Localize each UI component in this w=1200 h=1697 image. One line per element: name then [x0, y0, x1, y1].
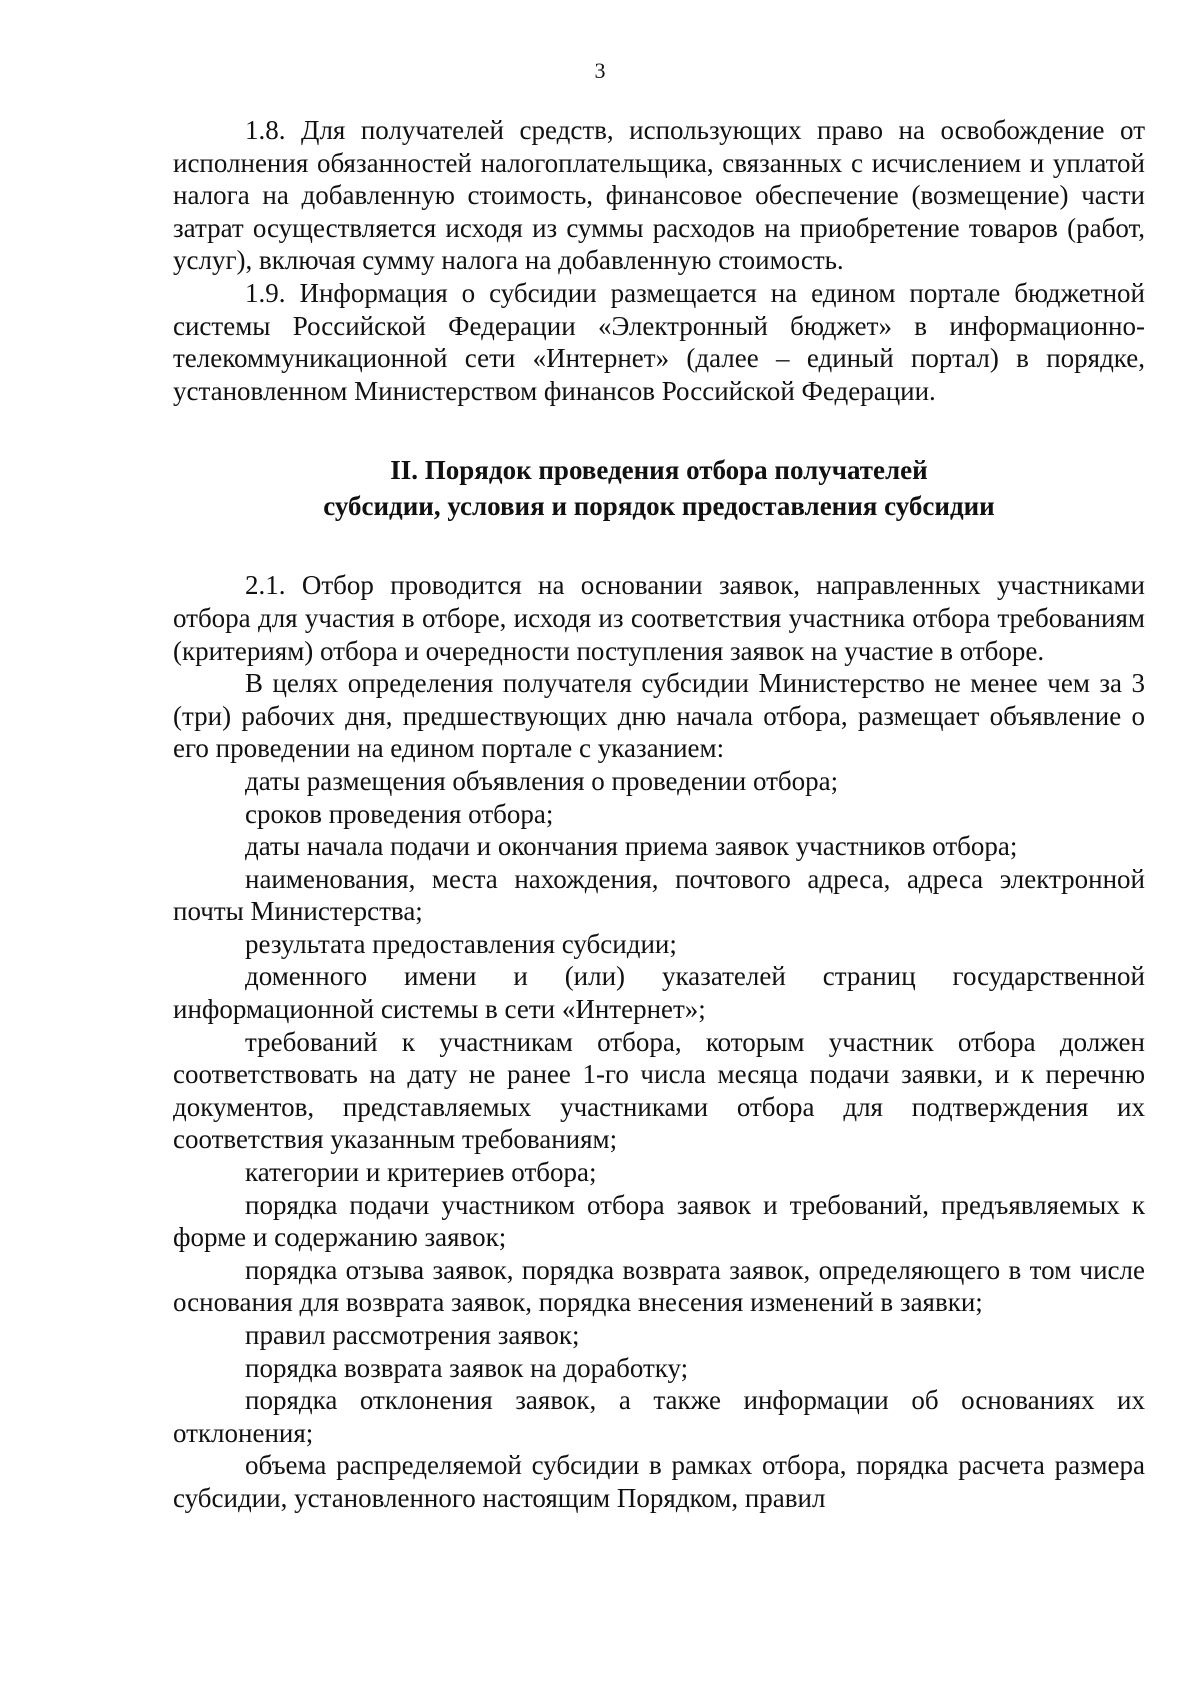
list-item: наименования, места нахождения, почтового адреса, адреса электронной почты Министерства; [173, 863, 1145, 927]
list-item: объема распределяемой субсидии в рамках отбора, порядка расчета размера субсидии, установленного настоящим Порядком, правил [173, 1450, 1145, 1513]
list-item: доменного имени и (или) указателей страниц государственной информационной системы в сети «Интернет»; [173, 961, 1145, 1025]
list-item: порядка отклонения заявок, а также информации об основаниях их отклонения; [173, 1385, 1145, 1448]
page-number: 3 [594, 58, 606, 83]
paragraph-announcement-intro: В целях определения получателя субсидии Министерство не менее чем за 3 (три) рабочих дня, предшествующих дню начала отбора, размещает объявление о его проведении на едином портале с указанием: [173, 668, 1145, 764]
list-item: порядка отзыва заявок, порядка возврата заявок, определяющего в том числе основания для возврата заявок, порядка внесения изменений в заявки; [173, 1254, 1145, 1318]
list-item: даты начала подачи и окончания приема заявок участников отбора; [245, 831, 1018, 862]
list-item: порядка подачи участником отбора заявок и требований, предъявляемых к форме и содержанию заявок; [173, 1189, 1145, 1253]
document-body [173, 114, 1145, 1515]
section-heading-line-1: II. Порядок проведения отбора получателей [390, 455, 928, 486]
paragraph-1-9: 1.9. Информация о субсидии размещается на едином портале бюджетной системы Российской Федерации «Электронный бюджет» в информационно-телекоммуникационной сети «Интернет» (далее – единый портал) в порядке, установленном Министерством финансов Российской Федерации. [173, 277, 1145, 406]
list-item: правил рассмотрения заявок; [245, 1320, 580, 1350]
list-item: порядка возврата заявок на доработку; [245, 1352, 689, 1383]
paragraph-2-1: 2.1. Отбор проводится на основании заявок, направленных участниками отбора для участия в отборе, исходя из соответствия участника отбора требованиям (критериям) отбора и очередности поступления заявок на участие в отборе. [173, 570, 1145, 666]
list-item: сроков проведения отбора; [245, 798, 554, 829]
section-heading-line-2: субсидии, условия и порядок предоставления субсидии [323, 491, 995, 522]
section-heading [173, 452, 1145, 524]
list-item: даты размещения объявления о проведении отбора; [245, 765, 839, 796]
list-item: требований к участникам отбора, которым участник отбора должен соответствовать на дату не ранее 1-го числа месяца подачи заявки, и к перечню документов, представляемых участниками отбора для подтверждения их соответствия указанным требованиям; [173, 1026, 1145, 1155]
list-item: результата предоставления субсидии; [245, 928, 677, 959]
list-item: категории и критериев отбора; [245, 1157, 597, 1188]
paragraph-1-8: 1.8. Для получателей средств, использующих право на освобождение от исполнения обязанностей налогоплательщика, связанных с исчислением и уплатой налога на добавленную стоимость, финансовое обеспечение (возмещение) части затрат осуществляется исходя из суммы расходов на приобретение товаров (работ, услуг), включая сумму налога на добавленную стоимость. [173, 115, 1145, 276]
